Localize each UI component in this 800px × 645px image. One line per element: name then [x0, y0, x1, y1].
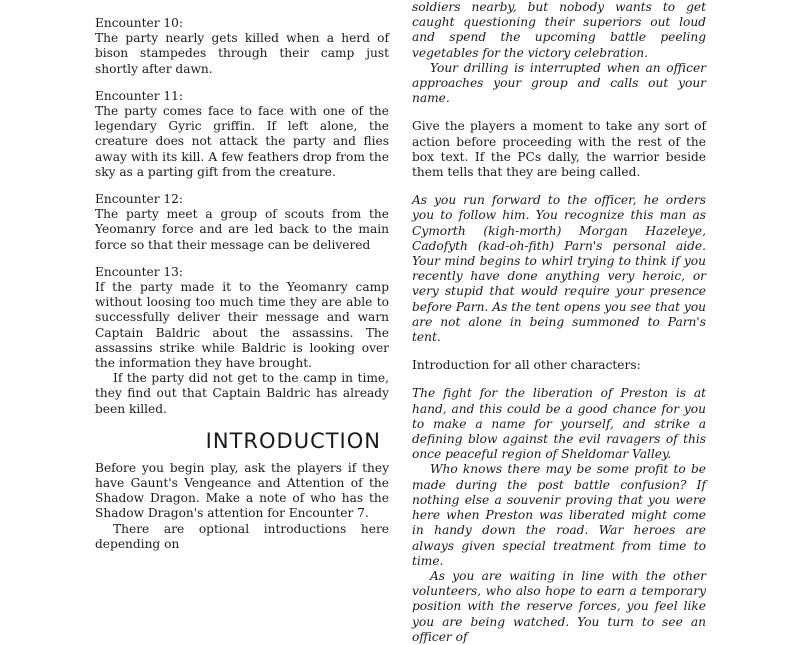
box-text-drilling: Your drilling is interrupted when an officer approaches your group and calls out your name.: [412, 60, 706, 106]
right-column: [412, 0, 706, 645]
intro-other-label: Introduction for all other characters:: [412, 358, 641, 373]
encounter-text: The party comes face to face with one of the legendary Gyric griffin. If left alone, the creature does not attack the party and flies away with its kill. A few feathers drop from the sky as a parting gift from the creature.: [95, 104, 389, 179]
encounter-text: The party meet a group of scouts from the Yeomanry force and are led back to the main force so that their message can be delivered: [95, 207, 389, 252]
encounter-10: [95, 16, 389, 77]
encounter-text: If the party did not get to the camp in time, they find out that Captain Baldric has already been killed.: [95, 371, 389, 416]
gm-instruction: Give the players a moment to take any sort of action before proceeding with the rest of the box text. If the PCs dally, the warrior beside them tells that they are being called.: [412, 119, 706, 180]
encounter-text: If the party made it to the Yeomanry camp without loosing too much time they are able to successfully deliver their message and warn Captain Baldric about the assassins. The assassins strike while Baldric is looking over the information they have brought.: [95, 280, 389, 371]
encounter-12: [95, 192, 389, 253]
encounter-title: Encounter 12:: [95, 192, 184, 207]
intro-paragraph-continued: There are optional introductions here depending on: [95, 521, 389, 551]
encounter-13: [95, 265, 389, 417]
section-heading: INTRODUCTION: [205, 428, 381, 453]
box-text-fight: The fight for the liberation of Preston is at hand, and this could be a good chance for you to make a name for yourself, and strike a defining blow against the evil ravagers of this once peaceful region of Sheldomar Valley.: [412, 386, 706, 462]
box-text-profit: Who knows there may be some profit to be made during the post battle confusion? If nothing else a souvenir proving that you were here when Preston was liberated might come in handy down the road. War heroes are always given special treatment from time to time.: [412, 462, 706, 568]
box-text-officer: As you run forward to the officer, he orders you to follow him. You recognize this man as Cymorth (kigh-morth) Morgan Hazeleye, Cadofyth (kad-oh-fith) Parn's personal aide. Your mind begins to whirl trying to think if you recently have done anything very heroic, or very stupid that would require your presence before Parn. As the tent opens you see that you are not alone in being summoned to Parn's tent.: [412, 193, 706, 345]
encounter-title: Encounter 11:: [95, 88, 184, 103]
encounter-text: The party nearly gets killed when a herd of bison stampedes through their camp just shortly after dawn.: [95, 31, 389, 76]
box-text-fragment: soldiers nearby, but nobody wants to get caught questioning their superiors out loud and spend the upcoming battle peeling vegetables for the victory celebration.: [412, 0, 706, 60]
intro-paragraph: Before you begin play, ask the players if they have Gaunt's Vengeance and Attention of the Shadow Dragon. Make a note of who has the Shadow Dragon's attention for Encounter 7.: [95, 460, 389, 521]
left-column: [95, 0, 389, 552]
top-cut-line: [95, 0, 389, 16]
encounter-title: Encounter 13:: [95, 264, 184, 279]
encounter-title: Encounter 10:: [95, 16, 184, 30]
encounter-11: [95, 89, 389, 180]
box-text-waiting: As you are waiting in line with the other volunteers, who also hope to earn a temporary position with the reserve forces, you feel like you are being watched. You turn to see an officer of: [412, 568, 706, 644]
